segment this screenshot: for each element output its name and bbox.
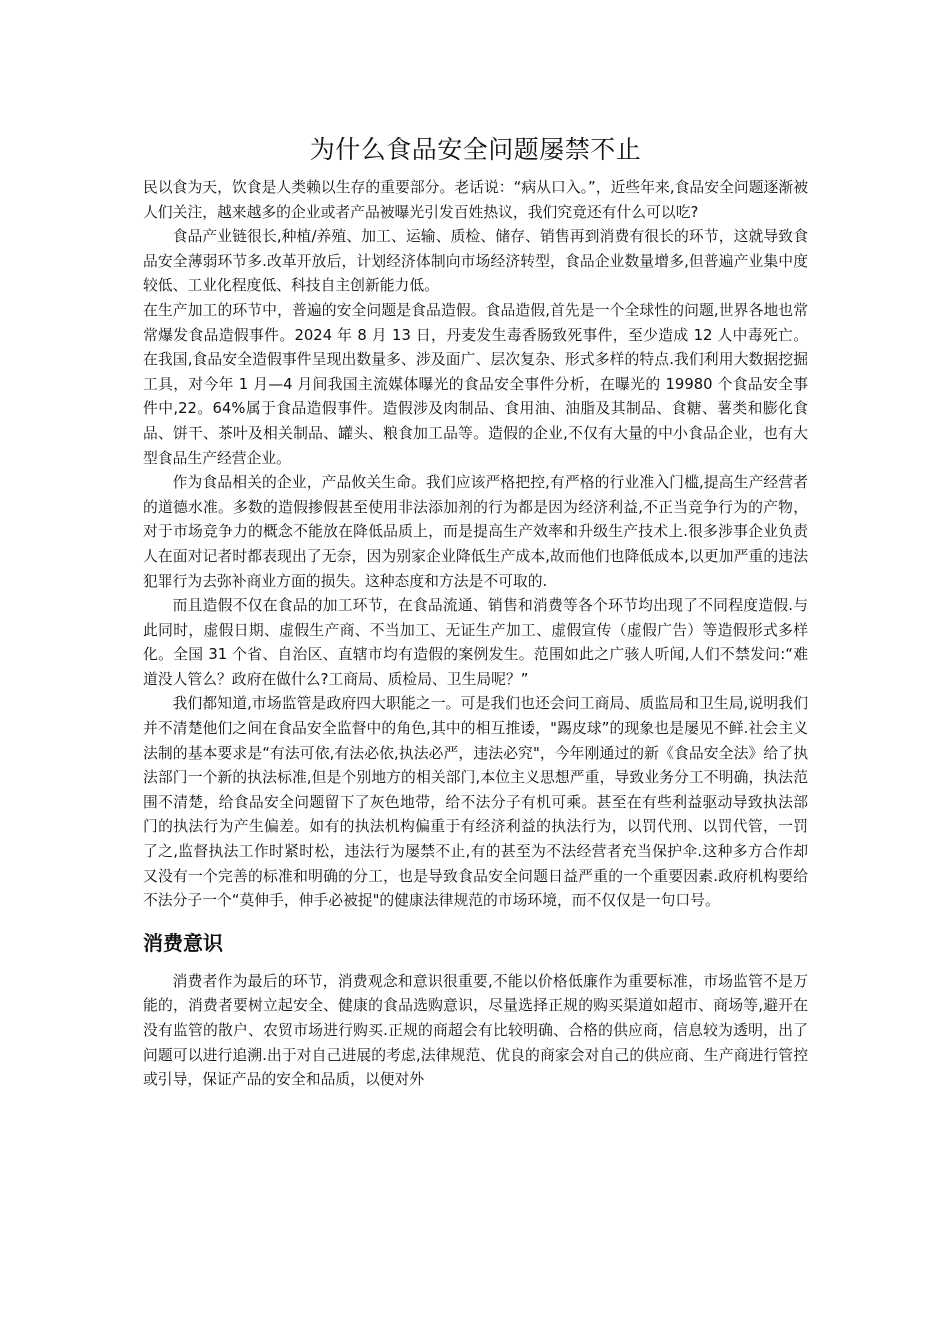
document-page [143,132,808,1093]
paragraph-food-fraud: 在生产加工的环节中，普遍的安全问题是食品造假。食品造假,首先是一个全球性的问题,世界各地也常常爆发食品造假事件。2024 年 8 月 13 日，丹麦发生毒香肠致死事件，至少造成 12 人中毒死亡。在我国,食品安全造假事件呈现出数量多、涉及面广、层次复杂、形式多样的特点.我们利用大数据挖掘工具，对今年 1 月—4 月间我国主流媒体曝光的食品安全事件分析，在曝光的 19980 个食品安全事件中,22。64%属于食品造假事件。造假涉及肉制品、食用油、油脂及其制品、食糖、薯类和膨化食品、饼干、茶叶及相关制品、罐头、粮食加工品等。造假的企业,不仅有大量的中小食品企业，也有大型食品生产经营企业。 [143,301,808,467]
paragraph-industry-chain: 食品产业链很长,种植/养殖、加工、运输、质检、储存、销售再到消费有很长的环节，这就导致食品安全薄弱环节多.改革开放后，计划经济体制向市场经济转型，食品企业数量增多,但普遍产业集中度较低、工业化程度低、科技自主创新能力低。 [143,228,808,295]
paragraph-enterprise-ethics: 作为食品相关的企业，产品攸关生命。我们应该严格把控,有严格的行业准入门槛,提高生产经营者的道德水准。多数的造假掺假甚至使用非法添加剂的行为都是因为经济利益,不正当竞争行为的产物，对于市场竞争力的概念不能放在降低品质上，而是提高生产效率和升级生产技术上.很多涉事企业负责人在面对记者时都表现出了无奈，因为别家企业降低生产成本,故而他们也降低成本,以更加严重的违法犯罪行为去弥补商业方面的损失。这种态度和方法是不可取的. [143,474,808,590]
paragraph-fraud-circulation: 而且造假不仅在食品的加工环节，在食品流通、销售和消费等各个环节均出现了不同程度造假.与此同时，虚假日期、虚假生产商、不当加工、无证生产加工、虚假宣传（虚假广告）等造假形式多样化。全国 31 个省、自治区、直辖市均有造假的案例发生。范围如此之广骇人听闻,人们不禁发问:“难道没人管么？政府在做什么?工商局、质检局、卫生局呢？” [143,597,808,688]
paragraph-intro: 民以食为天，饮食是人类赖以生存的重要部分。老话说：“病从口入。”，近些年来,食品安全问题逐渐被人们关注，越来越多的企业或者产品被曝光引发百姓热议，我们究竟还有什么可以吃? [143,179,808,221]
document-title: 为什么食品安全问题屡禁不止 [309,135,642,164]
paragraph-consumer-awareness: 消费者作为最后的环节，消费观念和意识很重要,不能以价格低廉作为重要标准，市场监管不是万能的，消费者要树立起安全、健康的食品选购意识，尽量选择正规的购买渠道如超市、商场等,避开在没有监管的散户、农贸市场进行购买.正规的商超会有比较明确、合格的供应商，信息较为透明，出了问题可以进行追溯.出于对自己进展的考虑,法律规范、优良的商家会对自己的供应商、生产商进行管控或引导，保证产品的安全和品质，以便对外 [143,972,808,1089]
paragraph-market-supervision: 我们都知道,市场监管是政府四大职能之一。可是我们也还会问工商局、质监局和卫生局,说明我们并不清楚他们之间在食品安全监督中的角色,其中的相互推诿，"踢皮球”的现象也是屡见不鲜.社会主义法制的基本要求是“有法可依,有法必依,执法必严，违法必究"，今年刚通过的新《食品安全法》给了执法部门一个新的执法标准,但是个别地方的相关部门,本位主义思想严重，导致业务分工不明确，执法范围不清楚，给食品安全问题留下了灰色地带，给不法分子有机可乘。甚至在有些利益驱动导致执法部门的执法行为产生偏差。如有的执法机构偏重于有经济利益的执法行为，以罚代刑、以罚代管，一罚了之,监督执法工作时紧时松，违法行为屡禁不止,有的甚至为不法经营者充当保护伞.这种多方合作却又没有一个完善的标准和明确的分工，也是导致食品安全问题日益严重的一个重要因素.政府机构要给不法分子一个“莫伸手，伸手必被捉"的健康法律规范的市场环境，而不仅仅是一句口号。 [143,695,808,910]
section-heading-consumer-awareness: 消费意识 [143,930,223,955]
